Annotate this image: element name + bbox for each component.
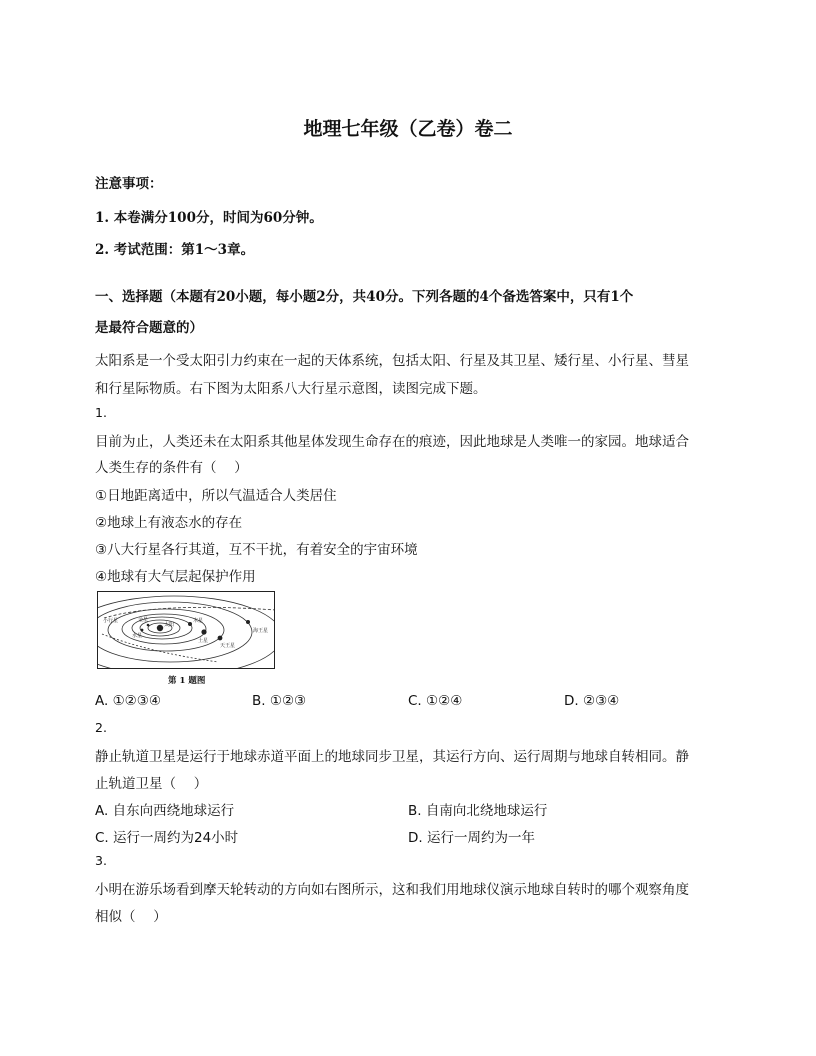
figure-label: 金星 (138, 617, 149, 623)
statement: ④地球有大气层起保护作用 (95, 569, 256, 585)
figure-label: 土星 (198, 638, 209, 644)
option-a[interactable]: A. ①②③④ (95, 693, 161, 709)
statement: ③八大行星各行其道，互不干扰，有着安全的宇宙环境 (95, 542, 418, 558)
option-b[interactable]: B. 自南向北绕地球运行 (408, 803, 548, 819)
option-d[interactable]: D. 运行一周约为一年 (408, 830, 535, 846)
option-b[interactable]: B. ①②③ (252, 693, 307, 709)
question-number: 2. (95, 720, 107, 735)
option-c[interactable]: C. ①②④ (408, 693, 463, 709)
question-stem: 人类生存的条件有（ ） (95, 460, 248, 476)
section-intro: 太阳系是一个受太阳引力约束在一起的天体系统，包括太阳、行星及其卫星、矮行星、小行星、彗星 (95, 353, 689, 369)
section-intro: 和行星际物质。右下图为太阳系八大行星示意图，读图完成下题。 (95, 381, 487, 397)
solar-system-diagram (98, 592, 275, 669)
notice-item: 1. 本卷满分100分，时间为60分钟。 (95, 210, 323, 226)
section-heading: 一、选择题（本题有20小题，每小题2分，共40分。下列各题的4个备选答案中，只有1个 (95, 289, 634, 305)
option-a[interactable]: A. 自东向西绕地球运行 (95, 803, 235, 819)
question-stem: 目前为止，人类还未在太阳系其他星体发现生命存在的痕迹，因此地球是人类唯一的家园。地球适合 (95, 434, 689, 450)
question-number: 3. (95, 853, 107, 868)
figure-label: 天王星 (220, 643, 236, 649)
statement: ①日地距离适中，所以气温适合人类居住 (95, 488, 337, 504)
option-c[interactable]: C. 运行一周约为24小时 (95, 830, 239, 846)
section-heading: 是最符合题意的） (95, 320, 203, 336)
notice-item: 2. 考试范围：第1～3章。 (95, 242, 255, 258)
figure-label: 木星 (193, 618, 204, 624)
question-stem: 相似（ ） (95, 909, 167, 925)
page-title: 地理七年级（乙卷）卷二 (303, 118, 513, 140)
figure-label: 小行星 (103, 618, 119, 624)
statement: ②地球上有液态水的存在 (95, 515, 243, 531)
question-stem: 静止轨道卫星是运行于地球赤道平面上的地球同步卫星，其运行方向、运行周期与地球自转相同。静 (95, 749, 689, 765)
question-stem: 止轨道卫星（ ） (95, 776, 208, 792)
figure-label: 太阳 (164, 622, 175, 628)
solar-system-figure (97, 591, 275, 669)
figure-caption: 第 1 题图 (168, 676, 206, 686)
figure-label: 海王星 (253, 628, 269, 634)
notice-heading: 注意事项： (95, 176, 163, 192)
option-d[interactable]: D. ②③④ (564, 693, 620, 709)
question-number: 1. (95, 405, 107, 420)
figure-label: 水星 (132, 633, 143, 639)
question-stem: 小明在游乐场看到摩天轮转动的方向如右图所示，这和我们用地球仪演示地球自转时的哪个观察角度 (95, 882, 689, 898)
